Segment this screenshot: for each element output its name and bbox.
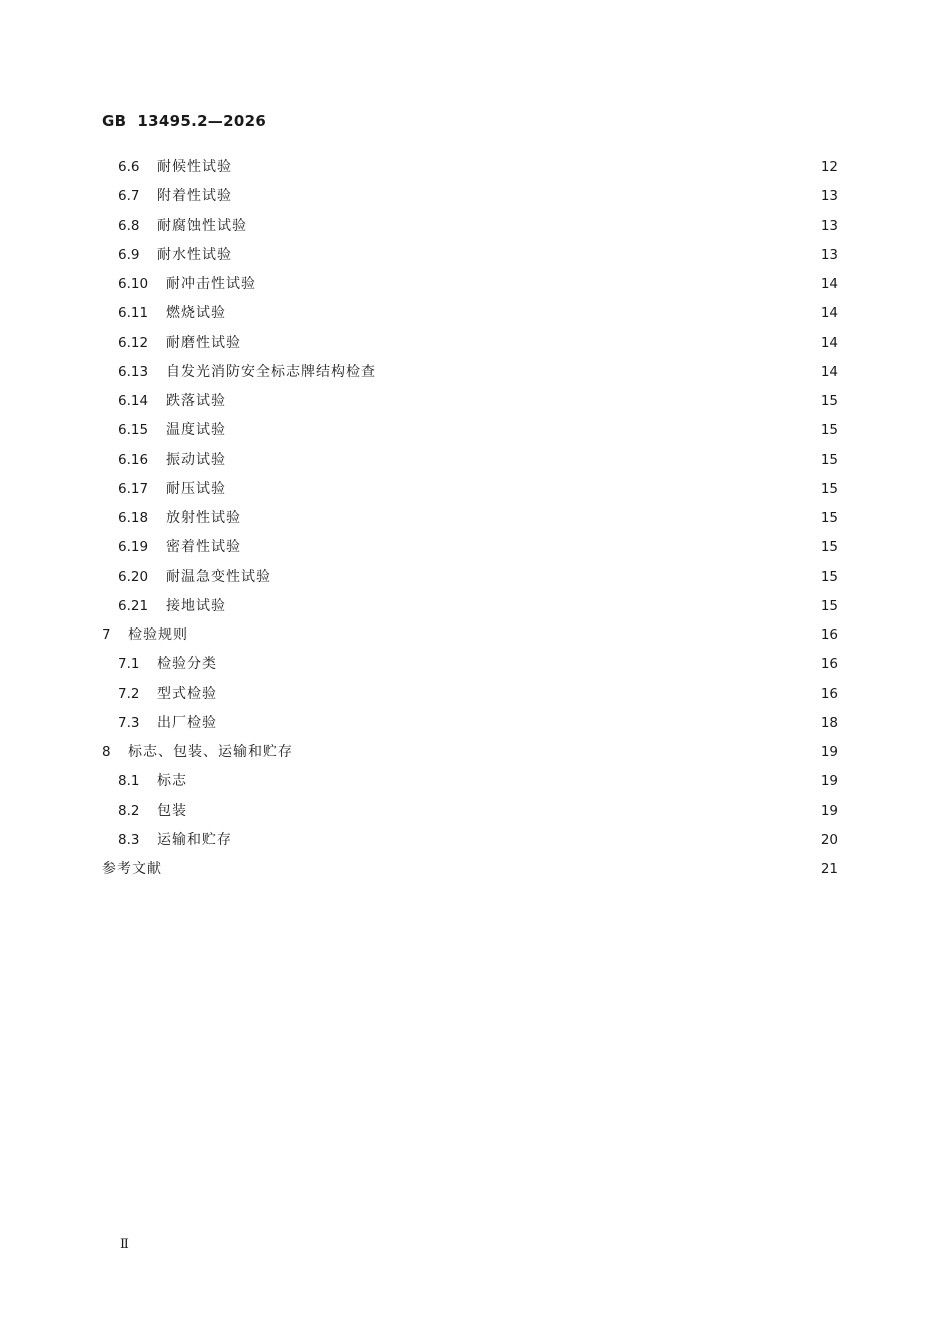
toc-dot-leader bbox=[230, 449, 814, 471]
toc-entry[interactable] bbox=[118, 566, 838, 588]
toc-entry-number: 6.17 bbox=[118, 481, 149, 497]
page-number: Ⅱ bbox=[120, 1237, 129, 1252]
toc-dot-leader bbox=[191, 800, 814, 822]
toc-entry[interactable] bbox=[118, 156, 838, 178]
toc-dot-leader bbox=[221, 653, 814, 675]
toc-entry-title: 耐水性试验 bbox=[157, 247, 232, 263]
toc-entry[interactable] bbox=[118, 215, 838, 237]
toc-entry-page: 19 bbox=[820, 744, 838, 760]
toc-entry-title: 检验分类 bbox=[157, 656, 217, 672]
toc-entry-page: 13 bbox=[820, 188, 838, 204]
toc-dot-leader bbox=[245, 536, 814, 558]
toc-entry-number: 8 bbox=[102, 744, 111, 760]
toc-entry-number: 7.3 bbox=[118, 715, 140, 731]
toc-entry-page: 15 bbox=[820, 569, 838, 585]
toc-entry-number: 6.19 bbox=[118, 539, 149, 555]
toc-entry[interactable] bbox=[102, 858, 838, 880]
toc-entry-page: 14 bbox=[820, 364, 838, 380]
toc-entry[interactable] bbox=[118, 683, 838, 705]
toc-dot-leader bbox=[251, 215, 814, 237]
toc-entry-title: 附着性试验 bbox=[157, 188, 232, 204]
toc-entry[interactable] bbox=[118, 829, 838, 851]
toc-entry-number: 8.2 bbox=[118, 803, 140, 819]
toc-entry-title: 耐腐蚀性试验 bbox=[157, 218, 247, 234]
toc-entry[interactable] bbox=[118, 507, 838, 529]
toc-entry-page: 16 bbox=[820, 656, 838, 672]
toc-entry[interactable] bbox=[118, 653, 838, 675]
toc-entry-page: 15 bbox=[820, 598, 838, 614]
toc-entry[interactable] bbox=[118, 419, 838, 441]
toc-entry-page: 14 bbox=[820, 276, 838, 292]
toc-entry-title: 耐温急变性试验 bbox=[166, 569, 271, 585]
toc-entry-page: 15 bbox=[820, 422, 838, 438]
toc-dot-leader bbox=[192, 624, 814, 646]
toc-entry-title: 参考文献 bbox=[102, 861, 162, 877]
toc-entry-page: 15 bbox=[820, 481, 838, 497]
toc-entry-title: 耐磨性试验 bbox=[166, 335, 241, 351]
toc-entry-page: 12 bbox=[820, 159, 838, 175]
toc-entry-number: 6.18 bbox=[118, 510, 149, 526]
toc-entry[interactable] bbox=[118, 478, 838, 500]
toc-entry-title: 型式检验 bbox=[157, 686, 217, 702]
toc-entry-title: 耐冲击性试验 bbox=[166, 276, 256, 292]
toc-entry-number: 7 bbox=[102, 627, 111, 643]
toc-entry-number: 6.7 bbox=[118, 188, 140, 204]
toc-entry-number: 6.20 bbox=[118, 569, 149, 585]
toc-entry-page: 15 bbox=[820, 539, 838, 555]
toc-entry-number: 8.3 bbox=[118, 832, 140, 848]
toc-entry[interactable] bbox=[118, 712, 838, 734]
toc-dot-leader bbox=[245, 332, 814, 354]
toc-dot-leader bbox=[221, 712, 814, 734]
toc-entry[interactable] bbox=[118, 770, 838, 792]
toc-dot-leader bbox=[230, 390, 814, 412]
toc-entry-number: 6.15 bbox=[118, 422, 149, 438]
toc-entry-title: 耐压试验 bbox=[166, 481, 226, 497]
toc-entry[interactable] bbox=[102, 741, 838, 763]
toc-entry[interactable] bbox=[118, 361, 838, 383]
toc-entry[interactable] bbox=[118, 273, 838, 295]
toc-entry-number: 6.16 bbox=[118, 452, 149, 468]
toc-entry-title: 运输和贮存 bbox=[157, 832, 232, 848]
toc-entry-title: 跌落试验 bbox=[166, 393, 226, 409]
toc-entry-number: 7.1 bbox=[118, 656, 140, 672]
toc-dot-leader bbox=[236, 829, 814, 851]
toc-entry-page: 15 bbox=[820, 393, 838, 409]
toc-entry-page: 19 bbox=[820, 803, 838, 819]
toc-dot-leader bbox=[236, 185, 814, 207]
toc-entry-number: 6.14 bbox=[118, 393, 149, 409]
toc-entry-title: 耐候性试验 bbox=[157, 159, 232, 175]
toc-entry-title: 包装 bbox=[157, 803, 187, 819]
toc-entry-page: 15 bbox=[820, 452, 838, 468]
toc-entry-title: 放射性试验 bbox=[166, 510, 241, 526]
toc-entry-number: 7.2 bbox=[118, 686, 140, 702]
toc-entry[interactable] bbox=[118, 536, 838, 558]
toc-entry-title: 标志 bbox=[157, 773, 187, 789]
toc-entry-page: 16 bbox=[820, 686, 838, 702]
toc-entry[interactable] bbox=[102, 624, 838, 646]
toc-entry-title: 检验规则 bbox=[128, 627, 188, 643]
toc-entry-page: 18 bbox=[820, 715, 838, 731]
toc-entry-page: 16 bbox=[820, 627, 838, 643]
toc-entry-page: 20 bbox=[820, 832, 838, 848]
toc-dot-leader bbox=[166, 858, 814, 880]
document-code: GB 13495.2—2026 bbox=[102, 112, 267, 130]
toc-entry[interactable] bbox=[118, 390, 838, 412]
toc-entry-number: 6.6 bbox=[118, 159, 140, 175]
toc-entry-number: 6.8 bbox=[118, 218, 140, 234]
toc-entry-title: 振动试验 bbox=[166, 452, 226, 468]
toc-entry[interactable] bbox=[118, 800, 838, 822]
toc-entry-title: 接地试验 bbox=[166, 598, 226, 614]
toc-entry-number: 6.11 bbox=[118, 305, 149, 321]
toc-dot-leader bbox=[230, 595, 814, 617]
toc-entry[interactable] bbox=[118, 332, 838, 354]
toc-entry[interactable] bbox=[118, 302, 838, 324]
toc-dot-leader bbox=[191, 770, 814, 792]
toc-entry[interactable] bbox=[118, 449, 838, 471]
toc-dot-leader bbox=[236, 156, 814, 178]
toc-entry-title: 标志、包装、运输和贮存 bbox=[128, 744, 293, 760]
toc-entry-title: 燃烧试验 bbox=[166, 305, 226, 321]
toc-entry-number: 8.1 bbox=[118, 773, 140, 789]
toc-entry-title: 自发光消防安全标志牌结构检查 bbox=[166, 364, 376, 380]
toc-dot-leader bbox=[230, 302, 814, 324]
toc-dot-leader bbox=[297, 741, 814, 763]
toc-entry[interactable] bbox=[118, 185, 838, 207]
toc-entry[interactable] bbox=[118, 244, 838, 266]
toc-entry-number: 6.12 bbox=[118, 335, 149, 351]
toc-entry-page: 21 bbox=[820, 861, 838, 877]
toc-entry-page: 14 bbox=[820, 305, 838, 321]
toc-entry-number: 6.21 bbox=[118, 598, 149, 614]
toc-entry-page: 13 bbox=[820, 247, 838, 263]
toc-entry-number: 6.10 bbox=[118, 276, 149, 292]
toc-dot-leader bbox=[230, 419, 814, 441]
toc-dot-leader bbox=[275, 566, 814, 588]
toc-dot-leader bbox=[236, 244, 814, 266]
toc-entry-page: 19 bbox=[820, 773, 838, 789]
toc-entry-title: 出厂检验 bbox=[157, 715, 217, 731]
toc-entry-number: 6.13 bbox=[118, 364, 149, 380]
toc-entry-title: 密着性试验 bbox=[166, 539, 241, 555]
toc-dot-leader bbox=[380, 361, 814, 383]
toc-entry-page: 14 bbox=[820, 335, 838, 351]
toc-dot-leader bbox=[260, 273, 814, 295]
toc-entry-title: 温度试验 bbox=[166, 422, 226, 438]
toc-entry[interactable] bbox=[118, 595, 838, 617]
toc-entry-number: 6.9 bbox=[118, 247, 140, 263]
toc-entry-page: 15 bbox=[820, 510, 838, 526]
toc-entry-page: 13 bbox=[820, 218, 838, 234]
toc-dot-leader bbox=[230, 478, 814, 500]
toc-dot-leader bbox=[221, 683, 814, 705]
toc-dot-leader bbox=[245, 507, 814, 529]
